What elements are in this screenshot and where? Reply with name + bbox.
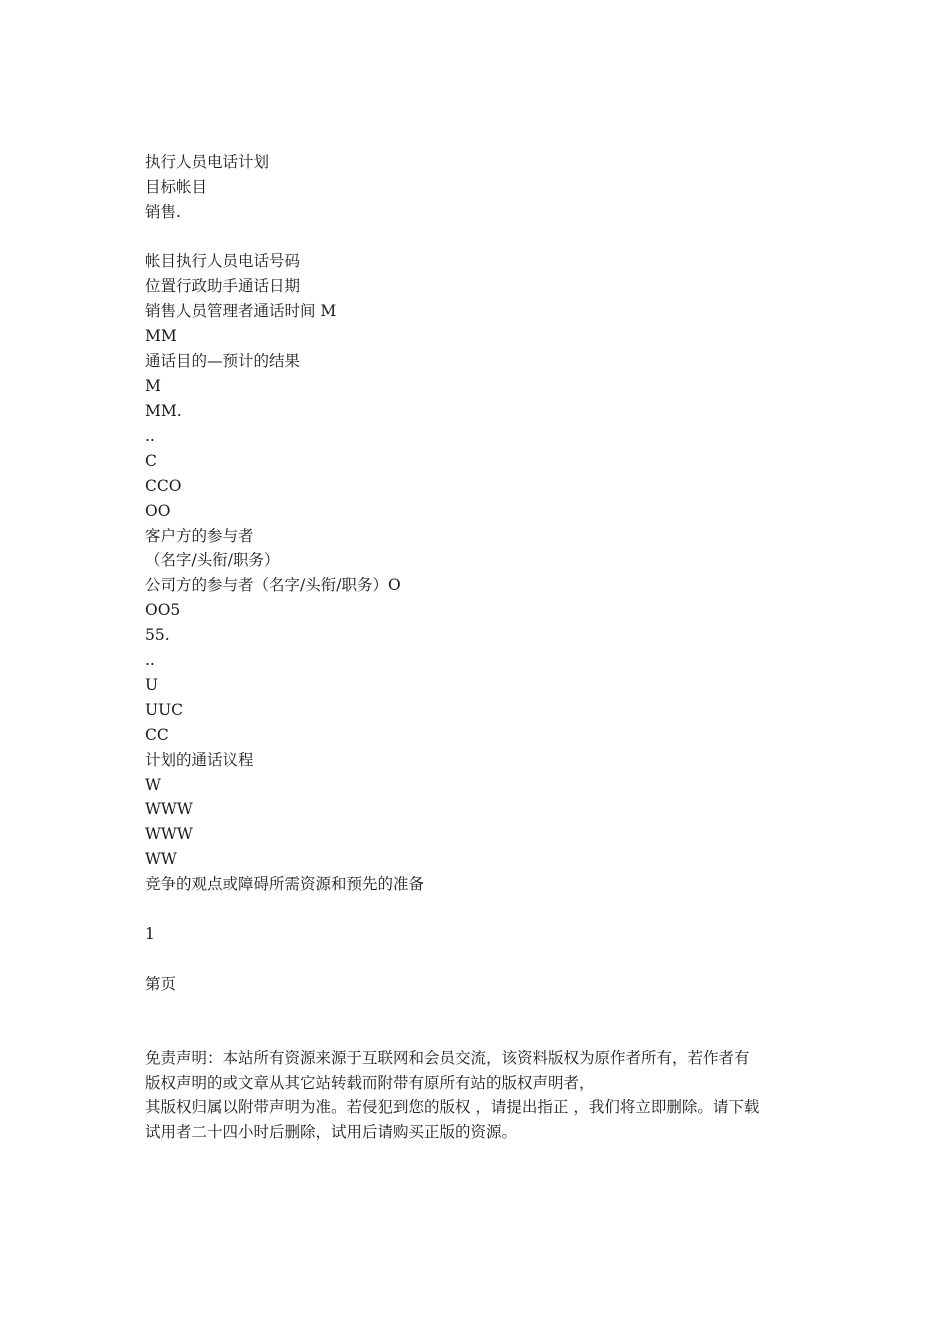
doc-line: MM. [145,402,182,420]
doc-line: .. [145,651,155,669]
doc-line: 销售. [145,203,181,221]
page-label: 第页 [145,975,177,993]
disclaimer-line: 免责声明：本站所有资源来源于互联网和会员交流，该资料版权为原作者所有，若作者有 [145,1049,750,1067]
doc-line: 55. [145,626,170,644]
doc-line: U [145,676,159,694]
doc-title: 执行人员电话计划 [145,153,270,171]
doc-line: 客户方的参与者 [145,527,254,545]
doc-line: （名字/头衔/职务） [145,551,280,569]
disclaimer-line: 试用者二十四小时后删除，试用后请购买正版的资源。 [145,1122,518,1141]
doc-line: OO5 [145,601,181,619]
doc-line: UUC [145,701,183,719]
doc-line: WW [145,850,177,868]
doc-line: OO [145,502,171,520]
doc-line: CCO [145,477,182,495]
doc-line: 公司方的参与者（名字/头衔/职务）O [145,576,401,594]
doc-line: .. [145,427,155,445]
doc-line: WWW [145,800,193,818]
doc-line: W [145,776,161,794]
doc-line: MM [145,327,177,345]
doc-line: M [145,377,161,395]
doc-line: 销售人员管理者通话时间 M [145,302,337,320]
doc-line: 目标帐目 [145,178,208,196]
doc-line: CC [145,726,169,744]
doc-line: 计划的通话议程 [145,751,254,769]
page-number: 1 [145,925,155,943]
doc-line: 通话目的—预计的结果 [145,352,301,370]
disclaimer-line: 版权声明的或文章从其它站转载而附带有原所有站的版权声明者， [145,1073,595,1092]
disclaimer-line: 其版权归属以附带声明为准。若侵犯到您的版权 ，请提出指正 ，我们将立即删除。请下载 [145,1098,760,1116]
doc-line: WWW [145,825,193,843]
disclaimer-block [145,1046,815,1144]
doc-line: 位置行政助手通话日期 [145,277,301,295]
doc-line: 竞争的观点或障碍所需资源和预先的准备 [145,875,425,893]
doc-line: 帐目执行人员电话号码 [145,252,301,270]
doc-line: C [145,452,157,470]
